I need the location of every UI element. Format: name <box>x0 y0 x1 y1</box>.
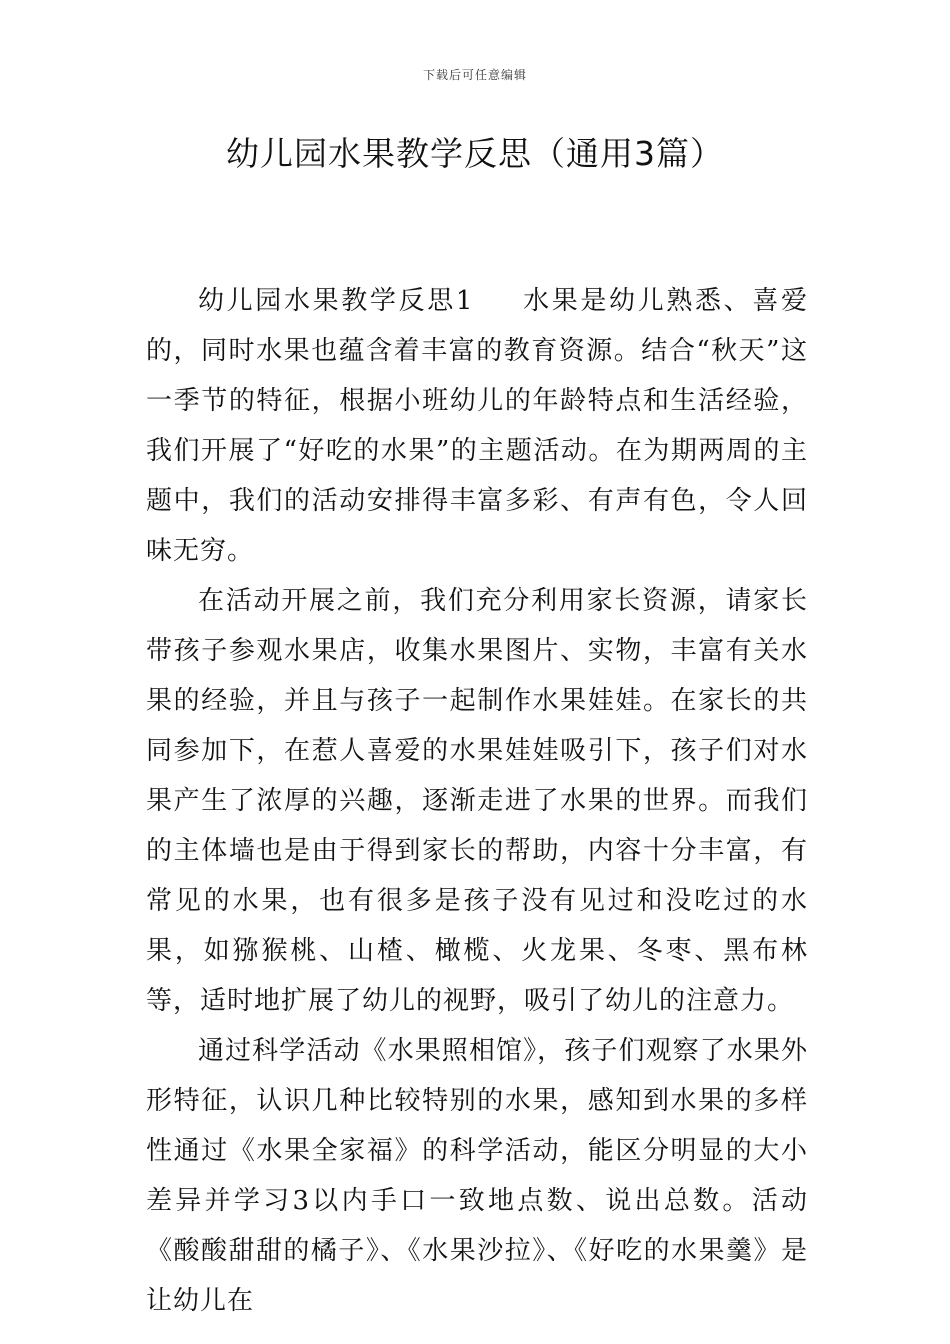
document-title: 幼儿园水果教学反思（通用3篇） <box>226 134 724 173</box>
paragraph-1 <box>146 276 808 576</box>
document-body <box>146 276 808 1326</box>
header-note: 下载后可任意编辑 <box>422 68 527 82</box>
paragraph-1-text: 水果是幼儿熟悉、喜爱的，同时水果也蕴含着丰富的教育资源。结合“秋天”这一季节的特征，根据小班幼儿的年龄特点和生活经验，我们开展了“好吃的水果”的主题活动。在为期两周的主题中，我们的活动安排得丰富多彩、有声有色，令人回味无穷。 <box>146 286 808 566</box>
paragraph-2: 在活动开展之前，我们充分利用家长资源，请家长带孩子参观水果店，收集水果图片、实物，丰富有关水果的经验，并且与孩子一起制作水果娃娃。在家长的共同参加下，在惹人喜爱的水果娃娃吸引下，孩子们对水果产生了浓厚的兴趣，逐渐走进了水果的世界。而我们的主体墙也是由于得到家长的帮助，内容十分丰富，有常见的水果，也有很多是孩子没有见过和没吃过的水果，如猕猴桃、山楂、橄榄、火龙果、冬枣、黑布林等，适时地扩展了幼儿的视野，吸引了幼儿的注意力。 <box>146 586 808 1016</box>
paragraph-3: 通过科学活动《水果照相馆》，孩子们观察了水果外形特征，认识几种比较特别的水果，感知到水果的多样性通过《水果全家福》的科学活动，能区分明显的大小差异并学习3以内手口一致地点数、说出总数。活动《酸酸甜甜的橘子》、《水果沙拉》、《好吃的水果羹》是让幼儿在 <box>146 1036 808 1316</box>
section-heading: 幼儿园水果教学反思1 <box>198 286 474 316</box>
